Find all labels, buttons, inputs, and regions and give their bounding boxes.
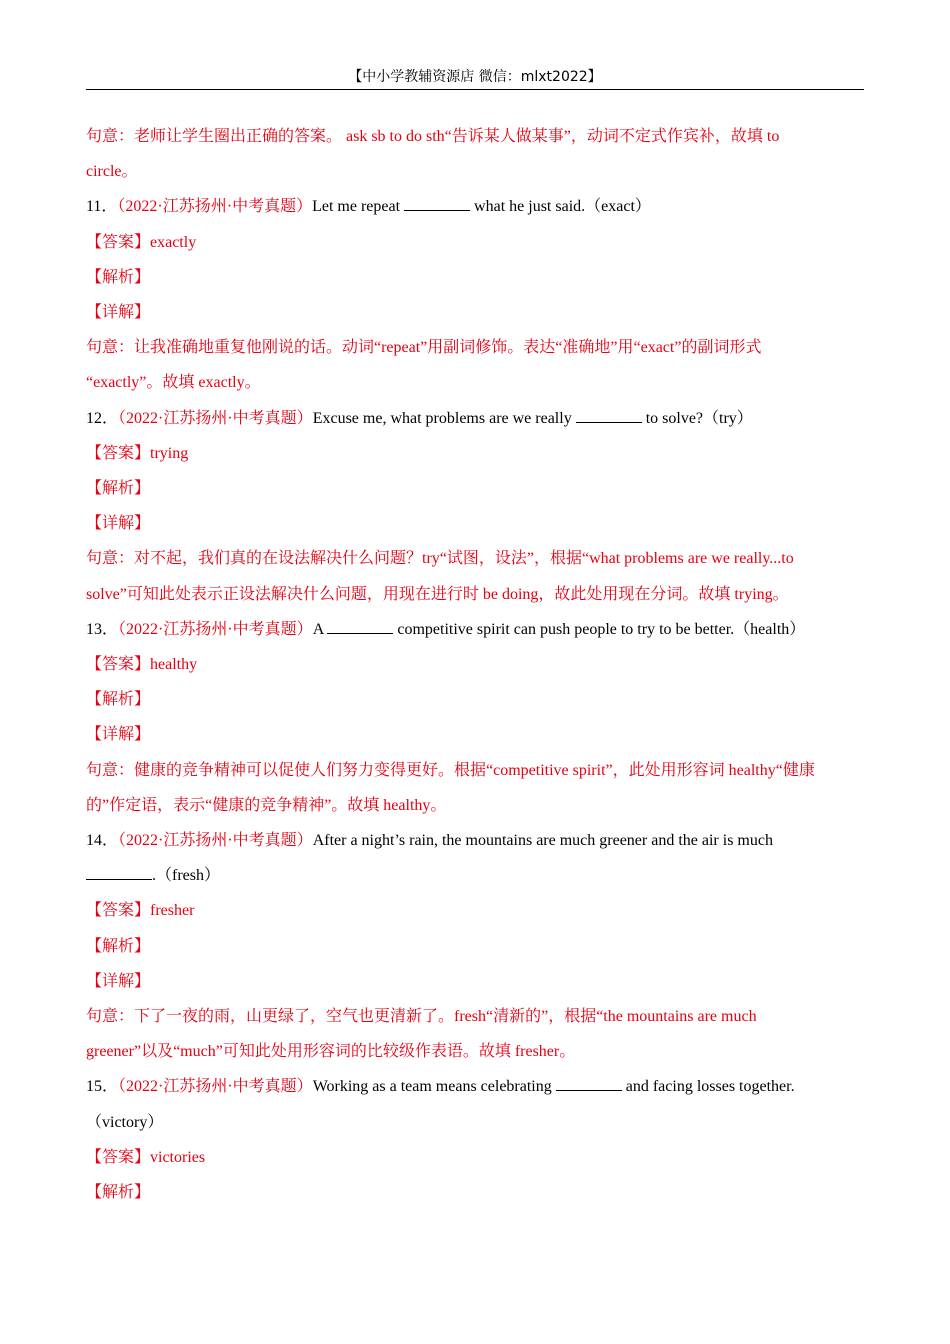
question-text: .（fresh） — [152, 867, 220, 885]
answer-line: 【答案】fresher — [86, 902, 195, 920]
explanation-line: 句意：健康的竞争精神可以促使人们努力变得更好。根据“competitive spirit”，此处用形容词 healthy“健康 — [86, 761, 815, 779]
question-number: 12． — [86, 409, 119, 427]
explanation-line: greener”以及“much”可知此处用形容词的比较级作表语。故填 fresher。 — [86, 1043, 576, 1061]
question-12 — [86, 401, 864, 436]
question-source: （2022·江苏扬州·中考真题） — [118, 1078, 313, 1096]
question-number: 15． — [86, 1078, 119, 1096]
question-15 — [86, 1069, 864, 1104]
question-text: to solve?（try） — [641, 409, 753, 427]
analysis-heading: 【解析】 — [86, 691, 151, 709]
question-number: 14． — [86, 832, 119, 850]
question-text: and facing losses together. — [621, 1078, 795, 1096]
explanation-line: 句意：对不起，我们真的在设法解决什么问题？try“试图，设法”，根据“what problems are we really...to — [86, 550, 794, 568]
explanation-line: solve”可知此处表示正设法解决什么问题，用现在进行时 be doing，故此处用现在分词。故填 trying。 — [86, 585, 789, 603]
detail-heading: 【详解】 — [86, 304, 151, 322]
answer-blank — [556, 1076, 622, 1091]
question-number: 13． — [86, 620, 119, 638]
question-source: （2022·江苏扬州·中考真题） — [118, 409, 313, 427]
document-body — [86, 119, 864, 1210]
answer-blank — [404, 196, 470, 211]
answer-line: 【答案】exactly — [86, 233, 197, 251]
question-text: what he just said.（exact） — [470, 198, 651, 216]
question-number: 11． — [86, 198, 118, 216]
answer-line: 【答案】victories — [86, 1148, 206, 1166]
question-11 — [86, 189, 864, 224]
detail-heading: 【详解】 — [86, 515, 151, 533]
answer-blank — [327, 619, 393, 634]
answer-blank — [86, 865, 152, 880]
question-text: Let me repeat — [312, 198, 405, 216]
answer-line: 【答案】healthy — [86, 656, 198, 674]
question-source: （2022·江苏扬州·中考真题） — [118, 620, 313, 638]
question-13 — [86, 612, 864, 647]
answer-line: 【答案】trying — [86, 444, 189, 462]
question-text: A — [312, 620, 328, 638]
detail-heading: 【详解】 — [86, 972, 151, 990]
question-source: （2022·江苏扬州·中考真题） — [117, 198, 313, 216]
detail-heading: 【详解】 — [86, 726, 151, 744]
question-text: Working as a team means celebrating — [312, 1078, 556, 1096]
question-source: （2022·江苏扬州·中考真题） — [118, 832, 313, 850]
analysis-heading: 【解析】 — [86, 937, 151, 955]
analysis-heading: 【解析】 — [86, 480, 151, 498]
explanation-line: “exactly”。故填 exactly。 — [86, 374, 261, 392]
analysis-heading: 【解析】 — [86, 1184, 151, 1202]
question-15-cont: （victory） — [86, 1113, 164, 1131]
explanation-line: 句意：下了一夜的雨，山更绿了，空气也更清新了。fresh“清新的”，根据“the mountains are much — [86, 1008, 757, 1026]
explanation-line: 的”作定语，表示“健康的竞争精神”。故填 healthy。 — [86, 796, 447, 814]
question-text: After a night’s rain, the mountains are much greener and the air is much — [312, 832, 773, 850]
analysis-heading: 【解析】 — [86, 268, 151, 286]
question-14-cont — [86, 858, 864, 893]
question-text: competitive spirit can push people to try to be better.（health） — [393, 620, 806, 638]
page-header: 【中小学教辅资源店 微信：mlxt2022】 — [86, 66, 864, 90]
answer-blank — [576, 408, 642, 423]
explanation-line: 句意：老师让学生圈出正确的答案。 ask sb to do sth“告诉某人做某事”，动词不定式作宾补，故填 to — [86, 128, 780, 145]
explanation-line: circle。 — [86, 163, 138, 181]
question-text: Excuse me, what problems are we really — [312, 409, 576, 427]
question-14 — [86, 823, 864, 858]
explanation-line: 句意：让我准确地重复他刚说的话。动词“repeat”用副词修饰。表达“准确地”用“exact”的副词形式 — [86, 339, 762, 357]
